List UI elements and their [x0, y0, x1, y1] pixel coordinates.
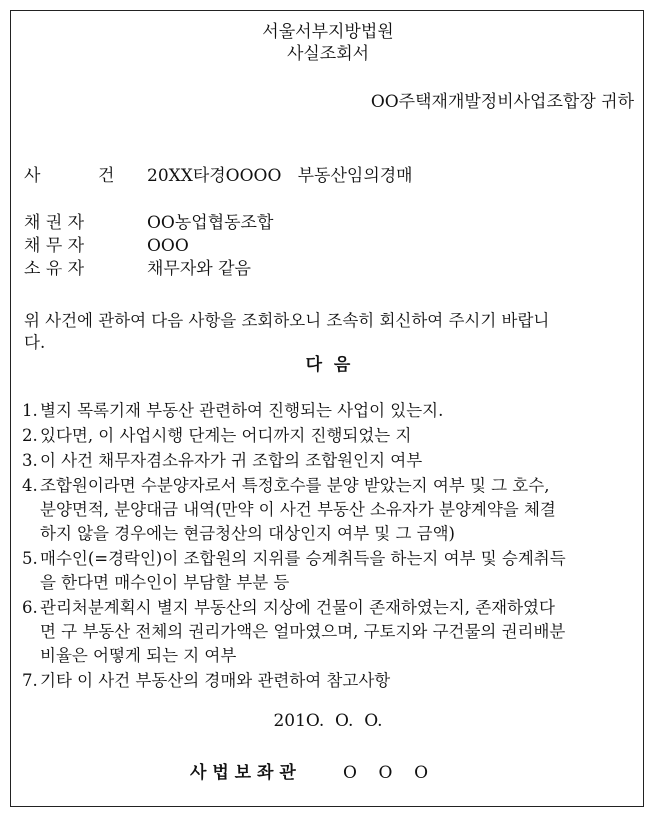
list-item: [22, 474, 637, 546]
list-item-line: 매수인(=경락인)이 조합원의 지위를 승계취득을 하는지 여부 및 승계취득: [40, 549, 566, 568]
owner-value: 채무자와 같음: [147, 259, 251, 279]
list-item: [22, 449, 637, 473]
list-item: [22, 399, 637, 423]
list-item-number: 1.: [22, 401, 38, 420]
creditor-label: 채 권 자: [24, 213, 85, 233]
case-label-1: 사: [24, 166, 41, 186]
signer-title: 사 법 보 좌 관: [190, 763, 296, 783]
list-item-line: 비율은 어떻게 되는 지 여부: [40, 646, 237, 665]
case-number: 20XX타경OOOO 부동산임의경매: [147, 166, 413, 186]
list-item: [22, 424, 637, 448]
court-name: 서울서부지방법원: [262, 22, 394, 42]
recipient: OO주택재개발정비사업조합장 귀하: [370, 92, 634, 112]
list-item: [22, 596, 637, 668]
list-item-line: 관리처분계획시 별지 부동산의 지상에 건물이 존재하였는지, 존재하였다: [40, 598, 555, 617]
list-item-number: 6.: [22, 598, 38, 617]
list-item-number: 7.: [22, 671, 38, 690]
case-label-2: 건: [98, 166, 115, 186]
list-item: [22, 669, 637, 693]
signer-name: O O O: [343, 763, 429, 783]
creditor-value: OO농업협동조합: [147, 213, 274, 233]
list-item-number: 3.: [22, 451, 38, 470]
list-item-line: 조합원이라면 수분양자로서 특정호수를 분양 받았는지 여부 및 그 호수,: [40, 476, 550, 495]
list-item-number: 4.: [22, 476, 38, 495]
request-line-2: 다.: [24, 333, 46, 352]
request-line-1: 위 사건에 관하여 다음 사항을 조회하오니 조속히 회신하여 주시기 바랍니: [24, 311, 550, 330]
list-item-line: 하지 않을 경우에는 현금청산의 대상인지 여부 및 그 금액): [40, 524, 455, 543]
list-item-line: 이 사건 채무자겸소유자가 귀 조합의 조합원인지 여부: [40, 451, 423, 470]
document-title: 사실조회서: [286, 44, 370, 64]
list-item-number: 2.: [22, 426, 38, 445]
list-item-line: 별지 목록기재 부동산 관련하여 진행되는 사업이 있는지.: [40, 401, 444, 420]
list-item: [22, 547, 637, 595]
owner-label: 소 유 자: [24, 259, 85, 279]
debtor-value: OOO: [147, 236, 189, 256]
list-item-line: 있다면, 이 사업시행 단계는 어디까지 진행되었는 지: [40, 426, 412, 445]
list-item-line: 면 구 부동산 전체의 권리가액은 얼마였으며, 구토지와 구건물의 권리배분: [40, 622, 566, 641]
debtor-label: 채 무 자: [24, 236, 85, 256]
list-item-line: 기타 이 사건 부동산의 경매와 관련하여 참고사항: [40, 671, 391, 690]
list-item-number: 5.: [22, 549, 38, 568]
list-item-line: 분양면적, 분양대금 내역(만약 이 사건 부동산 소유자가 분양계약을 체결: [40, 500, 556, 519]
list-item-line: 을 한다면 매수인이 부담할 부분 등: [40, 573, 290, 592]
section-heading: 다 음: [305, 355, 351, 375]
document-date: 201O. O. O.: [273, 711, 383, 731]
